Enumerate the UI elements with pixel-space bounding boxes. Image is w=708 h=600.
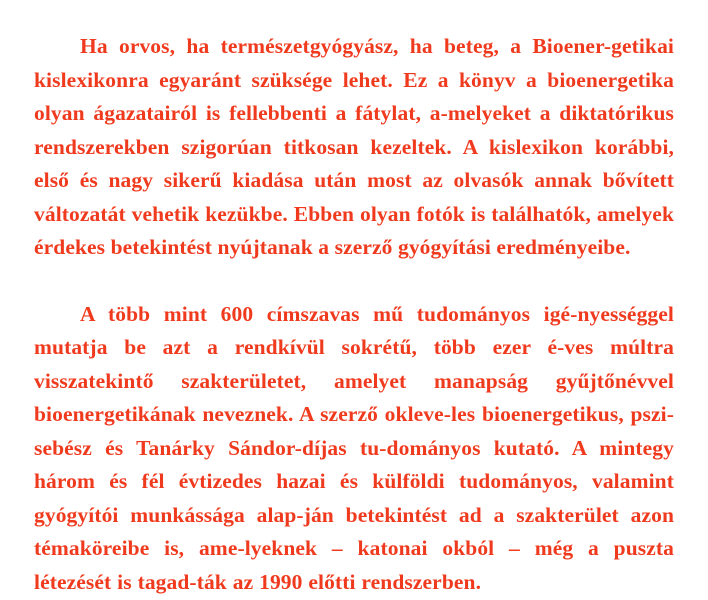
paragraph-2-text: A több mint 600 címszavas mű tudományos igé-nyességgel mutatja be azt a rendkívül sokrétű, több ezer é-ves múltra visszatekintő szakterületet, amelyet manapság gyűjtőnévvel bioenergetikának neveznek. A szerző okleve-les bioenergetikus, pszi-sebész és Tanárky Sándor-díjas tu-dományos kutató. A mintegy három és fél évtizedes hazai és külföldi tudományos, valamint gyógyítói munkássága alap-ján betekintést ad a szakterület azon témaköreibe is, ame-lyeknek – katonai okból – még a puszta létezését is tagad-ták az 1990 előtti rendszerben. (34, 301, 674, 594)
paragraph-2 (34, 298, 674, 600)
paragraph-1-text: Ha orvos, ha természetgyógyász, ha beteg, a Bioener-getikai kislexikonra egyaránt szüksége lehet. Ez a könyv a bioenergetika olyan ágazatairól is fellebbenti a fátylat, a-melyeket a diktatórikus rendszerekben szigorúan titkosan kezeltek. A kislexikon korábbi, első és nagy sikerű kiadása után most az olvasók annak bővített változatát vehetik kezükbe. Ebben olyan fotók is találhatók, amelyek érdekes betekintést nyújtanak a szerző gyógyítási eredményeibe. (34, 34, 674, 259)
paragraph-1 (34, 30, 674, 265)
